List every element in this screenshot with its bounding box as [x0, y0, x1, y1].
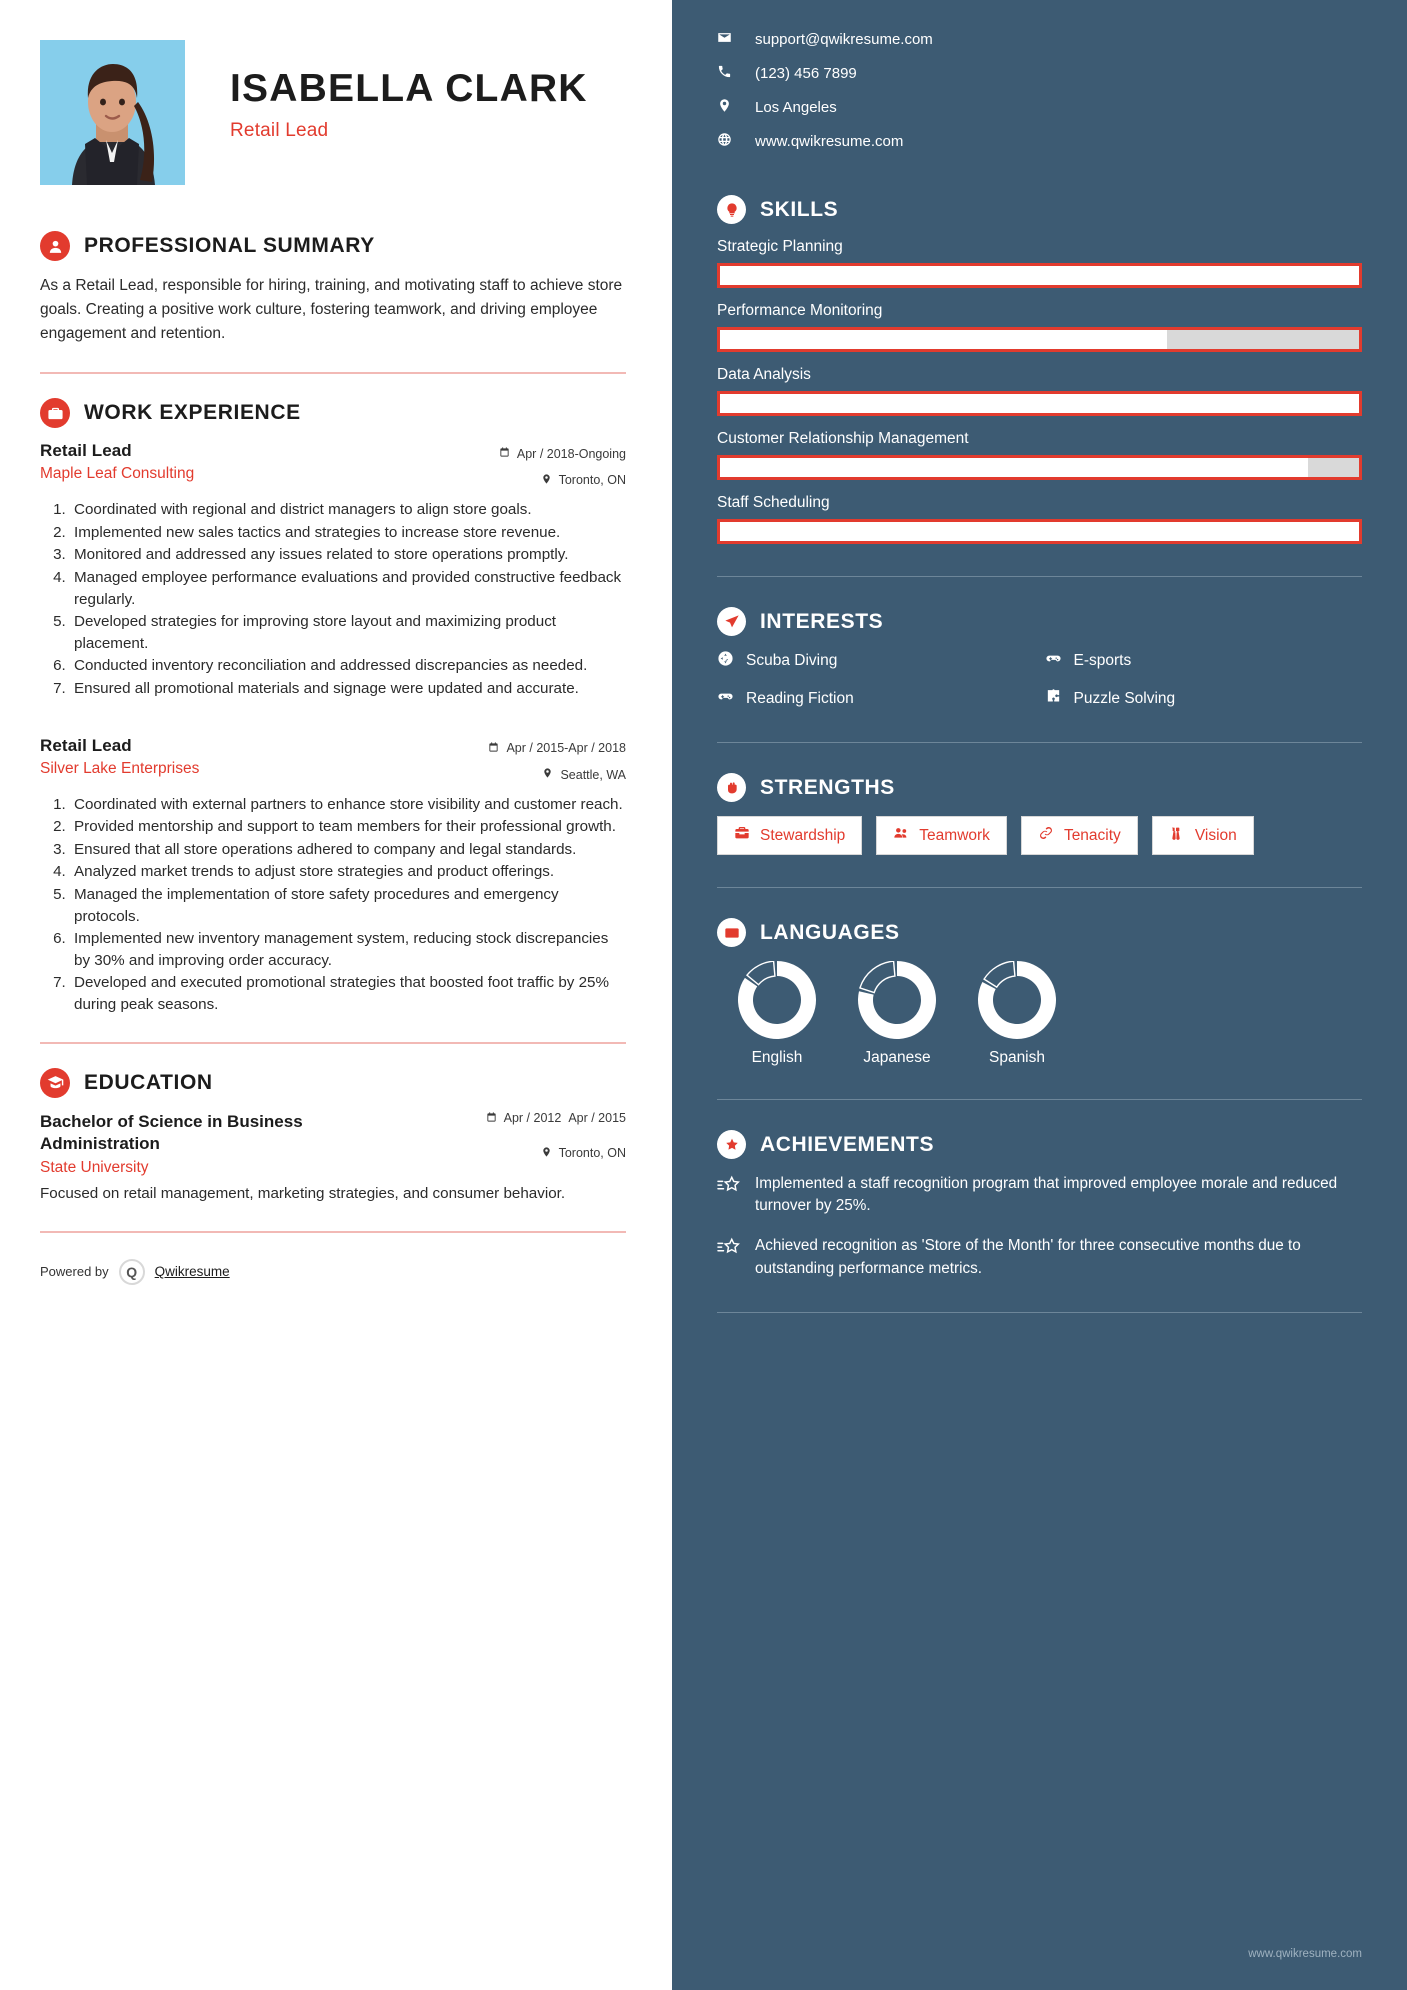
interest-item: [717, 688, 1035, 710]
strength-badge: [717, 816, 862, 855]
footer-branding: [40, 1259, 626, 1315]
job-bullet-list: [40, 499, 626, 699]
language-donut: [978, 961, 1056, 1039]
list-item: 4. Managed employee performance evaluations and provided constructive feedback regularly.: [70, 567, 626, 610]
skill-bar-fill: [720, 266, 1359, 285]
sidebar-footer-url: www.qwikresume.com: [1248, 1948, 1362, 1960]
location-pin-icon: [541, 473, 552, 490]
list-item: 3. Ensured that all store operations adhered to company and legal standards.: [70, 839, 626, 861]
job-title: Retail Lead: [230, 119, 329, 141]
user-circle-icon: [40, 231, 70, 261]
skill-item: [717, 430, 1362, 480]
section-title-summary: PROFESSIONAL SUMMARY: [84, 234, 375, 257]
list-item: 3. Monitored and addressed any issues related to store operations promptly.: [70, 544, 626, 566]
section-title-work: WORK EXPERIENCE: [84, 401, 301, 425]
strength-label: Teamwork: [919, 826, 990, 844]
lightbulb-icon: [717, 195, 746, 224]
section-title-interests: INTERESTS: [760, 609, 884, 633]
language-gauges: [717, 961, 1362, 1067]
translate-icon: [717, 918, 746, 947]
paper-plane-icon: [717, 607, 746, 636]
binoculars-icon: [1169, 825, 1185, 846]
graduation-cap-icon: [40, 1068, 70, 1098]
link-icon: [1038, 825, 1054, 846]
job-company: Silver Lake Enterprises: [40, 759, 200, 777]
work-entry: [40, 441, 626, 699]
work-entry: [40, 736, 626, 1016]
language-label: English: [751, 1049, 803, 1066]
strength-list: [717, 816, 1362, 855]
job-location: Seattle, WA: [560, 767, 626, 782]
section-heading-education: [40, 1068, 626, 1098]
puzzle-icon: [1045, 688, 1062, 710]
skill-bar-fill: [720, 330, 1167, 349]
section-divider: [40, 1231, 626, 1233]
skill-label: Strategic Planning: [717, 238, 843, 255]
page-title: ISABELLA CLARK: [230, 67, 588, 110]
list-item: 1. Coordinated with external partners to enhance store visibility and customer reach.: [70, 794, 626, 816]
strength-badge: [1021, 816, 1138, 855]
list-item: 2. Implemented new sales tactics and strategies to increase store revenue.: [70, 522, 626, 544]
resume-header: [40, 40, 626, 185]
skill-bar: [717, 327, 1362, 352]
list-item: 2. Provided mentorship and support to team members for their professional growth.: [70, 816, 626, 838]
contact-phone-value: (123) 456 7899: [755, 65, 857, 82]
language-item: [837, 961, 957, 1067]
contact-email-value: support@qwikresume.com: [755, 31, 933, 48]
resume-main-column: [0, 0, 672, 1990]
section-professional-summary: [40, 231, 626, 346]
section-education: [40, 1068, 626, 1205]
list-item: 5. Developed strategies for improving store layout and maximizing product placement.: [70, 611, 626, 654]
star-badge-icon: [717, 1130, 746, 1159]
skill-item: [717, 366, 1362, 416]
education-description: Focused on retail management, marketing strategies, and consumer behavior.: [40, 1184, 566, 1202]
language-label: Japanese: [863, 1049, 931, 1066]
education-location: Toronto, ON: [558, 1146, 626, 1161]
skill-label: Customer Relationship Management: [717, 430, 969, 447]
job-role: Retail Lead: [40, 441, 132, 461]
powered-by-label: Powered by: [40, 1264, 109, 1280]
profile-photo: [40, 40, 185, 185]
strength-label: Tenacity: [1063, 826, 1121, 844]
location-pin-icon: [542, 767, 553, 784]
skill-item: [717, 238, 1362, 288]
language-item: [957, 961, 1077, 1067]
strength-label: Stewardship: [760, 826, 846, 844]
skill-bar-fill: [720, 458, 1308, 477]
life-ring-icon: [717, 650, 734, 672]
gamepad-icon: [1045, 650, 1062, 672]
sidebar-divider: [717, 576, 1362, 577]
interest-item: [1045, 688, 1363, 710]
section-heading-languages: [717, 918, 1362, 947]
contact-location: [717, 98, 1362, 117]
location-pin-icon: [541, 1146, 552, 1161]
section-title-education: EDUCATION: [84, 1070, 213, 1094]
section-heading-work: [40, 398, 626, 428]
section-work-experience: [40, 398, 626, 1015]
education-start-date: Apr / 2012: [503, 1110, 562, 1125]
language-donut: [738, 961, 816, 1039]
section-skills: [717, 195, 1362, 544]
shooting-star-icon: [717, 1235, 741, 1279]
calendar-icon: [486, 1111, 497, 1126]
skill-item: [717, 302, 1362, 352]
calendar-icon: [488, 741, 499, 758]
users-icon: [893, 825, 909, 846]
sidebar-divider: [717, 742, 1362, 743]
education-end-date: Apr / 2015: [568, 1110, 626, 1125]
section-divider: [40, 1042, 626, 1044]
email-icon: [717, 30, 732, 49]
section-languages: [717, 918, 1362, 1067]
interest-label: Reading Fiction: [746, 690, 854, 707]
section-title-languages: LANGUAGES: [760, 920, 900, 944]
language-label: Spanish: [988, 1049, 1045, 1066]
education-meta: [486, 1111, 626, 1161]
contact-email[interactable]: [717, 30, 1362, 49]
summary-text: As a Retail Lead, responsible for hiring, training, and motivating staff to achieve store goals. Creating a positive work culture, fostering teamwork, and driving employee engagement and retention.: [40, 277, 623, 343]
achievement-text: Implemented a staff recognition program that improved employee morale and reduced turnover by 25%.: [755, 1175, 1338, 1215]
job-dates: Apr / 2015-Apr / 2018: [506, 741, 626, 755]
contact-list: [717, 30, 1362, 151]
list-item: 7. Developed and executed promotional strategies that boosted foot traffic by 25% during peak seasons.: [70, 972, 626, 1015]
skill-bar: [717, 519, 1362, 544]
resume-sidebar: [672, 0, 1407, 1990]
sidebar-divider: [717, 1312, 1362, 1313]
achievement-item: [717, 1173, 1362, 1217]
skill-bar-fill: [720, 394, 1359, 413]
achievement-text: Achieved recognition as 'Store of the Month' for three consecutive months due to outstanding performance metrics.: [755, 1237, 1301, 1277]
section-title-achievements: ACHIEVEMENTS: [760, 1132, 935, 1156]
globe-icon: [717, 132, 732, 151]
list-item: 6. Implemented new inventory management system, reducing stock discrepancies by 30% and improving order accuracy.: [70, 928, 626, 971]
contact-website[interactable]: [717, 132, 1362, 151]
gamepad-icon: [717, 688, 734, 710]
name-block: [185, 40, 588, 142]
strength-badge: [1152, 816, 1254, 855]
skill-label: Staff Scheduling: [717, 494, 830, 511]
list-item: 7. Ensured all promotional materials and signage were updated and accurate.: [70, 678, 626, 700]
job-role: Retail Lead: [40, 735, 132, 755]
job-meta: [499, 441, 626, 489]
job-bullet-list: [40, 794, 626, 1016]
list-item: 4. Analyzed market trends to adjust store strategies and product offerings.: [70, 861, 626, 883]
strength-badge: [876, 816, 1007, 855]
sidebar-divider: [717, 1099, 1362, 1100]
briefcase-icon: [40, 398, 70, 428]
job-dates: Apr / 2018-Ongoing: [516, 446, 626, 461]
section-heading-interests: [717, 607, 1362, 636]
shooting-star-icon: [717, 1173, 741, 1217]
phone-icon: [717, 64, 732, 83]
qwikresume-logo-icon: Q: [119, 1259, 145, 1285]
skill-label: Data Analysis: [717, 366, 811, 383]
section-heading-strengths: [717, 773, 1362, 802]
skill-bar-fill: [720, 522, 1359, 541]
interest-item: [1045, 650, 1363, 672]
job-location: Toronto, ON: [558, 473, 626, 488]
education-school: State University: [40, 1158, 149, 1176]
interest-label: Puzzle Solving: [1073, 690, 1176, 707]
skill-bar: [717, 391, 1362, 416]
section-heading-achievements: [717, 1130, 1362, 1159]
section-title-strengths: STRENGTHS: [760, 775, 895, 799]
toolbox-icon: [734, 825, 750, 846]
interest-item: [717, 650, 1035, 672]
contact-location-value: Los Angeles: [755, 99, 837, 116]
section-achievements: [717, 1130, 1362, 1280]
calendar-icon: [499, 446, 510, 463]
strength-label: Vision: [1194, 826, 1237, 844]
fist-icon: [717, 773, 746, 802]
list-item: 6. Conducted inventory reconciliation and addressed discrepancies as needed.: [70, 655, 626, 677]
skill-bar: [717, 263, 1362, 288]
skill-bar: [717, 455, 1362, 480]
skill-item: [717, 494, 1362, 544]
skill-label: Performance Monitoring: [717, 302, 883, 319]
section-strengths: [717, 773, 1362, 855]
list-item: 1. Coordinated with regional and district managers to align store goals.: [70, 499, 626, 521]
contact-website-value: www.qwikresume.com: [755, 133, 904, 150]
section-heading-summary: [40, 231, 626, 261]
section-interests: [717, 607, 1362, 710]
list-item: 5. Managed the implementation of store safety procedures and emergency protocols.: [70, 884, 626, 927]
interest-label: Scuba Diving: [746, 652, 838, 669]
language-donut: [858, 961, 936, 1039]
section-title-skills: SKILLS: [760, 197, 839, 221]
contact-phone[interactable]: [717, 64, 1362, 83]
achievement-item: [717, 1235, 1362, 1279]
qwikresume-brand-link[interactable]: Qwikresume: [154, 1264, 230, 1280]
job-company: Maple Leaf Consulting: [40, 465, 195, 483]
job-meta: [488, 736, 626, 784]
section-divider: [40, 372, 626, 374]
section-heading-skills: [717, 195, 1362, 224]
education-degree: Bachelor of Science in Business Administration: [40, 1111, 303, 1153]
interest-label: E-sports: [1073, 652, 1132, 669]
interest-grid: [717, 650, 1362, 710]
location-pin-icon: [717, 98, 732, 117]
language-item: [717, 961, 837, 1067]
sidebar-divider: [717, 887, 1362, 888]
